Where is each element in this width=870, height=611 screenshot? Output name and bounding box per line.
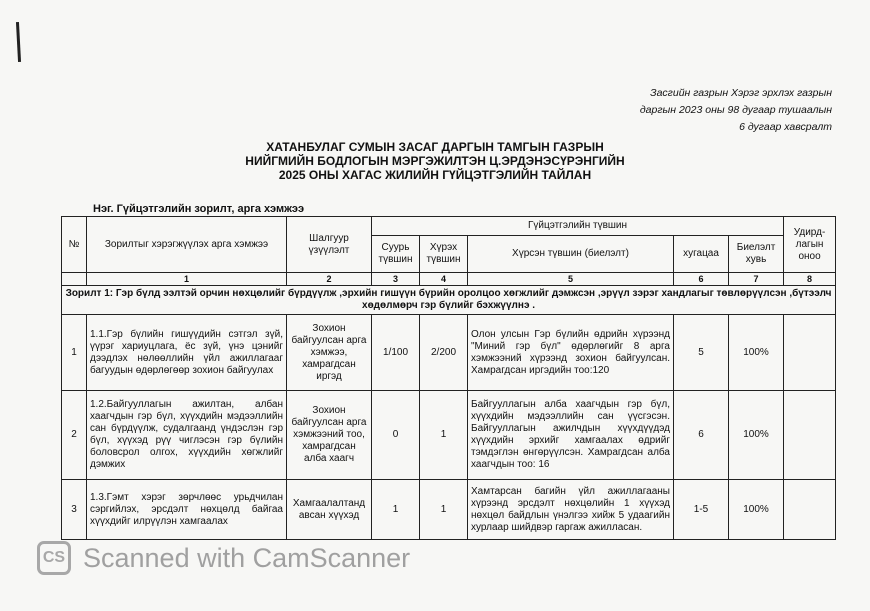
row-base-level: 0 xyxy=(372,391,420,480)
approval-line-2: даргын 2023 оны 98 дугаар тушаалын xyxy=(639,104,832,116)
approval-note xyxy=(640,85,832,136)
header-achieved-level: Хүрсэн түвшин (биелэлт) xyxy=(468,236,674,273)
row-measure: 1.3.Гэмт хэрэг зөрчлөөс урьдчилан сэргийлэх, эрсдэлт нөхцөлд байгаа хүүхдийг илрүүлэн хамгаалах xyxy=(87,480,287,540)
row-base-level: 1/100 xyxy=(372,315,420,391)
row-deadline: 6 xyxy=(674,391,729,480)
header-comment: Удирд-лагын оноо xyxy=(784,217,836,273)
pen-mark xyxy=(16,22,21,62)
row-percent: 100% xyxy=(729,480,784,540)
row-achieved: Олон улсын Гэр бүлийн өдрийн хүрээнд "Миний гэр бүл" өдөрлөгийг 8 арга хэмжээний хүрээнд зохион байгуулсан. Хамрагдсан иргэдийн тоо:120 xyxy=(468,315,674,391)
row-criteria: Хамгаалалтанд авсан хүүхэд xyxy=(287,480,372,540)
row-comment xyxy=(784,480,836,540)
row-comment xyxy=(784,315,836,391)
report-title xyxy=(0,140,870,182)
header-target-level: Хүрэх түвшин xyxy=(420,236,468,273)
col-number: 6 xyxy=(674,273,729,286)
row-measure: 1.1.Гэр бүлийн гишүүдийн сэтгэл зүй, үүрэг хариуцлага, ёс зүй, үнэ цэнийг дээдлэх нөлөөллийн үйл ажиллагааг багуудын өдөрлөгөөр зохион байгуулах xyxy=(87,315,287,391)
watermark-text: Scanned with CamScanner xyxy=(83,542,411,573)
row-target-level: 2/200 xyxy=(420,315,468,391)
header-criteria: Шалгуур үзүүлэлт xyxy=(287,217,372,273)
col-number xyxy=(62,273,87,286)
row-no: 2 xyxy=(62,391,87,480)
col-number: 7 xyxy=(729,273,784,286)
approval-line-1: Засгийн газрын Хэрэг эрхлэх газрын xyxy=(650,87,832,99)
col-number: 2 xyxy=(287,273,372,286)
row-base-level: 1 xyxy=(372,480,420,540)
goal-1-row: Зорилт 1: Гэр бүлд ээлтэй орчин нөхцөлийг бүрдүүлж ,эрхийн гишүүн бүрийн оролцоо хөгжлийг дэмжсэн ,эрүүл зэрэг хандлагыг төвлөрүүлсэн ,бүтээлч хөдөлмөрч гэр бүлийг бэхжүүлнэ . xyxy=(62,286,836,315)
row-achieved: Байгууллагын алба хаагчдын гэр бүл, хүүхдийн мэдээллийн сан үүсгэсэн. Байгууллагын ажилчдын хүүхдүүдэд хүүхдийн эрхийг хамгаалах өдрийг тэмдэглэн өнгөрүүлсэн. Хамрагдсан алба хаагчдын тоо: 16 xyxy=(468,391,674,480)
row-criteria: Зохион байгуулсан арга хэмжээ, хамрагдсан иргэд xyxy=(287,315,372,391)
row-no: 1 xyxy=(62,315,87,391)
performance-table xyxy=(61,216,836,540)
header-no: № xyxy=(62,217,87,273)
row-achieved: Хамтарсан багийн үйл ажиллагааны хүрээнд эрсдэлт нөхцөлийн 1 хүүхэд нөхцөл байдлын үнэлгээ хийж 5 удаагийн хурлаар шийдвэр гаргаж ажилласан. xyxy=(468,480,674,540)
row-measure: 1.2.Байгууллагын ажилтан, албан хаагчдын гэр бүл, хүүхдийн мэдээллийн сан бүрдүүлж, судалгаанд үндэслэн гэр бүл, хүүхэд рүү чиглэсэн гэр бүлийн боловсрол олгох, хүүхдийн хөгжлийг дэмжих xyxy=(87,391,287,480)
table-row xyxy=(62,480,836,540)
title-line-2: НИЙГМИЙН БОДЛОГЫН МЭРГЭЖИЛТЭН Ц.ЭРДЭНЭСҮРЭНГИЙН xyxy=(245,154,625,168)
header-deadline: хугацаа xyxy=(674,236,729,273)
row-target-level: 1 xyxy=(420,480,468,540)
column-number-row xyxy=(62,273,836,286)
camscanner-watermark xyxy=(37,541,410,575)
title-line-3: 2025 ОНЫ ХАГАС ЖИЛИЙН ГҮЙЦЭТГЭЛИЙН ТАЙЛАН xyxy=(278,168,592,182)
row-no: 3 xyxy=(62,480,87,540)
col-number: 1 xyxy=(87,273,287,286)
approval-line-3: 6 дугаар хавсралт xyxy=(739,121,832,133)
section-title: Нэг. Гүйцэтгэлийн зорилт, арга хэмжээ xyxy=(93,203,305,215)
table-row xyxy=(62,391,836,480)
col-number: 8 xyxy=(784,273,836,286)
row-deadline: 1-5 xyxy=(674,480,729,540)
row-percent: 100% xyxy=(729,391,784,480)
row-percent: 100% xyxy=(729,315,784,391)
header-performance-level: Гүйцэтгэлийн түвшин xyxy=(372,217,784,236)
col-number: 3 xyxy=(372,273,420,286)
row-target-level: 1 xyxy=(420,391,468,480)
col-number: 4 xyxy=(420,273,468,286)
col-number: 5 xyxy=(468,273,674,286)
title-line-1: ХАТАНБУЛАГ СУМЫН ЗАСАГ ДАРГЫН ТАМГЫН ГАЗРЫН xyxy=(266,140,604,154)
row-criteria: Зохион байгуулсан арга хэмжээний тоо, хамрагдсан алба хаагч xyxy=(287,391,372,480)
row-comment xyxy=(784,391,836,480)
row-deadline: 5 xyxy=(674,315,729,391)
header-percent: Биелэлт хувь xyxy=(729,236,784,273)
camscanner-logo-icon: CS xyxy=(37,541,71,575)
table-row xyxy=(62,315,836,391)
header-measure: Зорилтыг хэрэгжүүлэх арга хэмжээ xyxy=(87,217,287,273)
header-base-level: Суурь түвшин xyxy=(372,236,420,273)
